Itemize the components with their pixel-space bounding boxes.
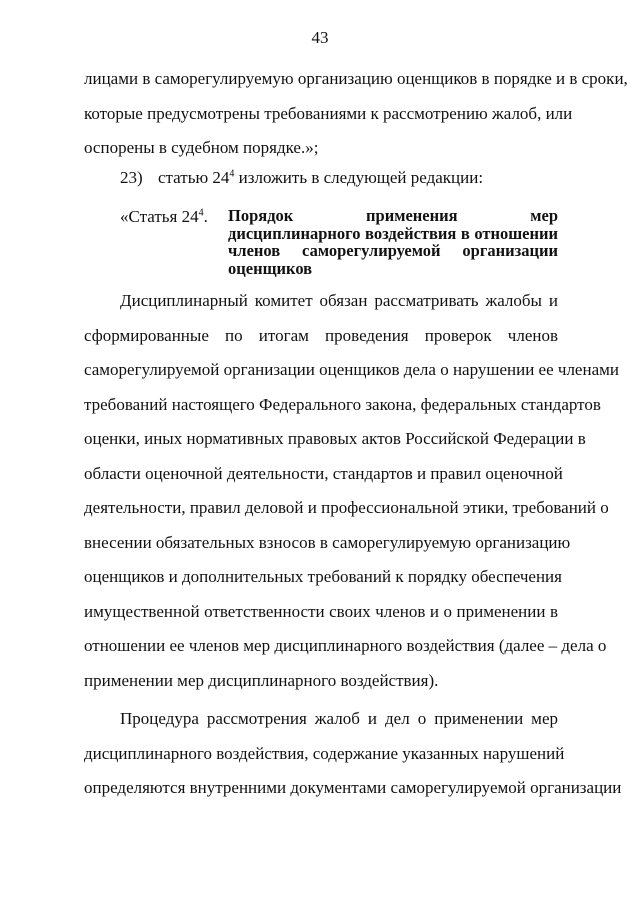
text-line: внесении обязательных взносов в саморегулируемую организацию [84,532,571,552]
text-line: лицами в саморегулируемую организацию оценщиков в порядке и в сроки, [84,69,628,88]
text-line: оценки, иных нормативных правовых актов Российской Федерации в [84,429,586,448]
paragraph-1 [84,284,619,698]
item-text: статью $24^4$ изложить в следующей редакции: [158,168,484,187]
text-line: деятельности, правил деловой и профессиональной этики, требований о [84,498,609,517]
article-label: «Статья $24^4$. [120,207,208,226]
title-line: Порядок применения мер [228,206,558,225]
text-line: дисциплинарного воздействия, содержание указанных нарушений [84,743,565,763]
text-line: сформированные по итогам проведения проверок членов [84,325,558,345]
title-line: оценщиков [228,258,313,278]
paragraph-2 [84,702,622,806]
list-item-23 [120,167,483,189]
article-title [228,207,558,277]
item-number: 23) [120,168,143,187]
text-line: Процедура рассмотрения жалоб и дел о применении мер [120,709,558,728]
text-line: саморегулируемой организации оценщиков дела о нарушении ее членами [84,360,619,379]
text-line: определяются внутренними документами саморегулируемой организации [84,778,622,797]
text-line: применении мер дисциплинарного воздействия). [84,670,439,690]
title-line: членов саморегулируемой организации [228,241,558,260]
text-line: требований настоящего Федерального закона, федеральных стандартов [84,394,601,414]
text-line: отношении ее членов мер дисциплинарного воздействия (далее – дела о [84,636,607,655]
text-line: оценщиков и дополнительных требований к порядку обеспечения [84,567,562,586]
text-line: имущественной ответственности своих членов и о применении в [84,601,558,621]
page-number: 43 [311,28,329,47]
text-line: оспорены в судебном порядке.»; [84,138,319,157]
text-line: которые предусмотрены требованиями к рассмотрению жалоб, или [84,103,573,123]
intro-paragraph [84,62,628,166]
text-line: Дисциплинарный комитет обязан рассматривать жалобы и [120,291,558,310]
title-line: дисциплинарного воздействия в отношении [228,223,558,243]
text-line: области оценочной деятельности, стандартов и правил оценочной [84,463,563,483]
